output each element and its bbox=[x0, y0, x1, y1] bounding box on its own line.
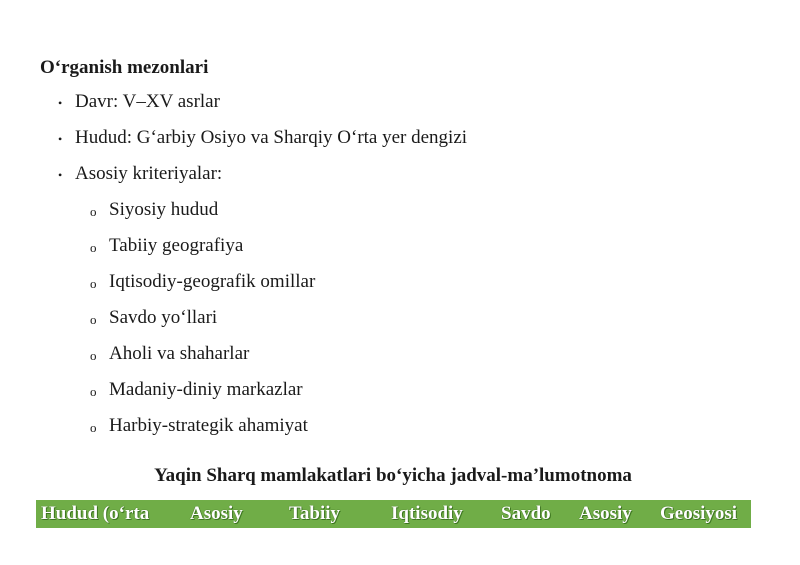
table-header-cell: Iqtisodiy bbox=[391, 503, 463, 524]
bullet-icon: • bbox=[58, 132, 63, 146]
table-header-cell: Asosiy bbox=[579, 503, 632, 524]
sub-list-item-text: Aholi va shaharlar bbox=[109, 343, 250, 364]
sub-list-item-cultural bbox=[0, 378, 467, 414]
sub-list-item-political bbox=[0, 198, 467, 234]
circle-bullet-icon: o bbox=[90, 204, 97, 219]
list-item-region bbox=[0, 126, 467, 162]
circle-bullet-icon: o bbox=[90, 384, 97, 399]
sub-list-item-natural bbox=[0, 234, 467, 270]
list-item-text: Davr: V–XV asrlar bbox=[75, 91, 220, 112]
sub-list-item-text: Madaniy-diniy markazlar bbox=[109, 379, 303, 400]
sub-list-item-text: Siyosiy hudud bbox=[109, 199, 219, 220]
circle-bullet-icon: o bbox=[90, 312, 97, 327]
sub-list-item-text: Harbiy-strategik ahamiyat bbox=[109, 415, 308, 436]
list-item-text: Hudud: G‘arbiy Osiyo va Sharqiy O‘rta yer dengizi bbox=[75, 127, 468, 148]
sub-list-item-military bbox=[0, 414, 467, 450]
circle-bullet-icon: o bbox=[90, 276, 97, 291]
criteria-list bbox=[0, 90, 467, 450]
circle-bullet-icon: o bbox=[90, 240, 97, 255]
circle-bullet-icon: o bbox=[90, 420, 97, 435]
sub-list-item-text: Iqtisodiy-geografik omillar bbox=[109, 271, 316, 292]
list-item-text: Asosiy kriteriyalar: bbox=[75, 163, 223, 184]
bullet-icon: • bbox=[58, 168, 63, 182]
list-item-criteria bbox=[0, 162, 467, 198]
sub-list-item-population bbox=[0, 342, 467, 378]
table-header-cell: Hudud (o‘rta bbox=[41, 503, 150, 524]
sub-list-item-economic bbox=[0, 270, 467, 306]
sub-list-item-trade bbox=[0, 306, 467, 342]
table-caption: Yaqin Sharq mamlakatlari bo‘yicha jadval-ma’lumotnoma bbox=[154, 465, 632, 486]
table-header-cell: Tabiiy bbox=[289, 503, 341, 524]
table-header-cell: Geosiyosi bbox=[660, 503, 738, 524]
section-heading: O‘rganish mezonlari bbox=[40, 57, 209, 78]
table-header-cell: Savdo bbox=[501, 503, 551, 524]
sub-list-item-text: Tabiiy geografiya bbox=[109, 235, 244, 256]
circle-bullet-icon: o bbox=[90, 348, 97, 363]
list-item-period bbox=[0, 90, 467, 126]
bullet-icon: • bbox=[58, 96, 63, 110]
table-header-row bbox=[36, 500, 751, 528]
sub-list-item-text: Savdo yo‘llari bbox=[109, 307, 218, 328]
table-header-cell: Asosiy bbox=[190, 503, 243, 524]
